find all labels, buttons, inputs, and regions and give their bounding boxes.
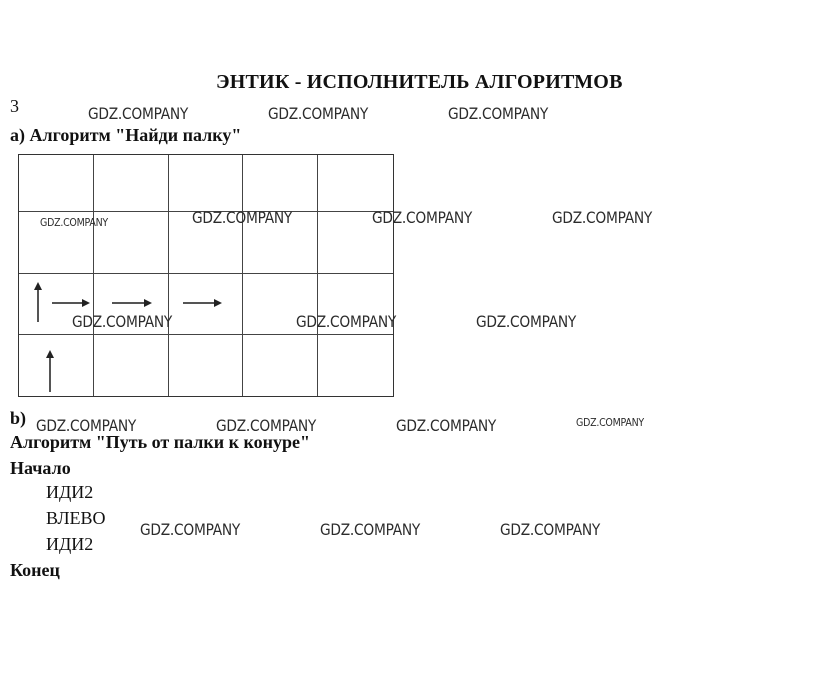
algorithm-step: ИДИ2 [46, 534, 94, 554]
grid-cell [19, 335, 94, 396]
watermark: GDZ.COMPANY [36, 416, 137, 435]
part-b-label: b) [10, 408, 27, 428]
watermark: GDZ.COMPANY [500, 520, 601, 539]
watermark: GDZ.COMPANY [372, 208, 473, 227]
grid-cell [94, 335, 169, 396]
grid-cell [318, 155, 393, 212]
watermark: GDZ.COMPANY [268, 104, 369, 123]
part-a-label: a) Алгоритм "Найди палку" [10, 125, 242, 145]
task-number: 3 [10, 96, 19, 116]
algorithm-step: ВЛЕВО [46, 508, 106, 528]
grid-cell [19, 155, 94, 212]
watermark: GDZ.COMPANY [140, 520, 241, 539]
watermark: GDZ.COMPANY [476, 312, 577, 331]
algorithm-end: Конец [10, 560, 60, 580]
watermark: GDZ.COMPANY [296, 312, 397, 331]
watermark: GDZ.COMPANY [40, 216, 108, 229]
grid-cell [243, 155, 318, 212]
watermark: GDZ.COMPANY [448, 104, 549, 123]
page-title: ЭНТИК - ИСПОЛНИТЕЛЬ АЛГОРИТМОВ [216, 71, 623, 93]
grid-cell [169, 335, 244, 396]
algorithm-step: ИДИ2 [46, 482, 94, 502]
grid-cell [169, 155, 244, 212]
watermark: GDZ.COMPANY [552, 208, 653, 227]
watermark: GDZ.COMPANY [216, 416, 317, 435]
watermark: GDZ.COMPANY [72, 312, 173, 331]
grid-cell [94, 155, 169, 212]
algorithm-title: Алгоритм "Путь от палки к конуре" [10, 432, 311, 452]
watermark: GDZ.COMPANY [88, 104, 189, 123]
algorithm-begin: Начало [10, 458, 71, 478]
watermark: GDZ.COMPANY [396, 416, 497, 435]
watermark: GDZ.COMPANY [576, 416, 644, 429]
watermark: GDZ.COMPANY [320, 520, 421, 539]
grid-cell [169, 274, 244, 335]
grid-cell [243, 335, 318, 396]
field-grid [18, 154, 397, 397]
grid-cell [318, 335, 393, 396]
watermark: GDZ.COMPANY [192, 208, 293, 227]
